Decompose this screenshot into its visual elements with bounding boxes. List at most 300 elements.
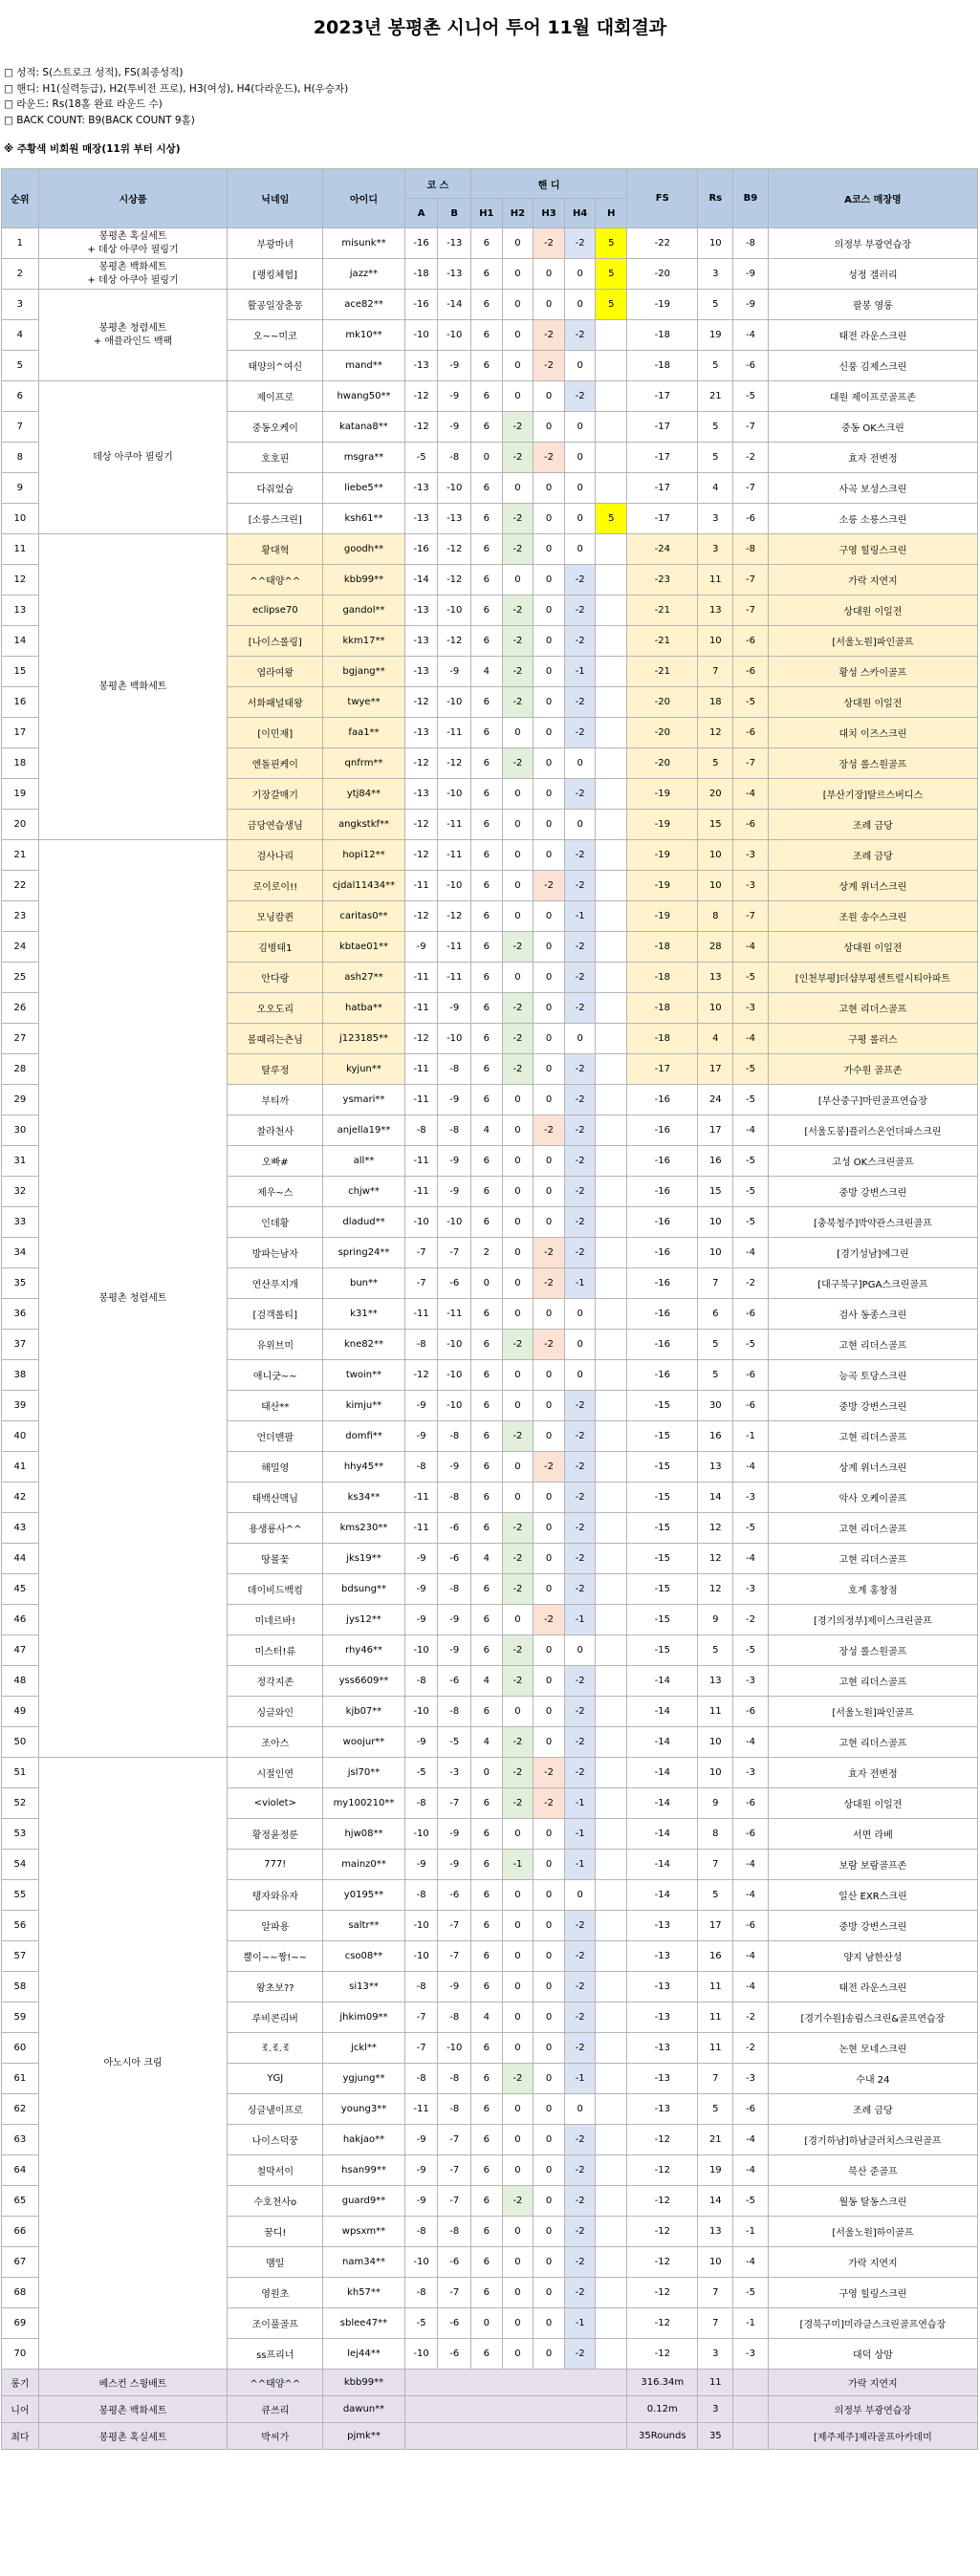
- rs-cell: 6: [698, 1299, 733, 1330]
- rs-cell: 17: [698, 1115, 733, 1146]
- rs-cell: 9: [698, 1605, 733, 1635]
- prize-cell: 봉평촌 혹실세트: [38, 2423, 228, 2450]
- h-cell: 5: [596, 504, 627, 534]
- h1-cell: 6: [471, 626, 503, 657]
- h4-cell: -1: [564, 1788, 596, 1819]
- rank-cell: 35: [2, 1268, 39, 1299]
- course-a-cell: -13: [404, 504, 438, 534]
- store-cell: 고현 리더스골프: [768, 1544, 977, 1574]
- h-cell: [596, 2308, 627, 2339]
- rank-cell: 25: [2, 963, 39, 993]
- id-cell: cjdal11434**: [323, 871, 405, 901]
- course-a-cell: -7: [404, 2033, 438, 2064]
- id-cell: katana8**: [323, 412, 405, 443]
- h-cell: 5: [596, 290, 627, 320]
- b9-cell: -6: [733, 504, 769, 534]
- h4-cell: 0: [564, 290, 596, 320]
- b9-cell: -5: [733, 1054, 769, 1085]
- course-a-cell: -10: [404, 1207, 438, 1238]
- header-handi: 핸 디: [471, 169, 627, 199]
- h4-cell: -2: [564, 1391, 596, 1421]
- h4-cell: -2: [564, 1972, 596, 2002]
- nickname-cell: [검객롤티]: [228, 1299, 323, 1330]
- prize-cell: 봉평촌 백화세트: [38, 534, 228, 840]
- course-b-cell: -13: [438, 228, 471, 259]
- h2-cell: 0: [502, 2308, 534, 2339]
- h4-cell: -1: [564, 2064, 596, 2094]
- fs-cell: -16: [627, 1207, 698, 1238]
- h2-cell: 0: [502, 259, 534, 290]
- store-cell: 고현 리더스골프: [768, 1727, 977, 1758]
- h4-cell: -1: [564, 1819, 596, 1850]
- rank-cell: 12: [2, 565, 39, 595]
- course-a-cell: -9: [404, 1605, 438, 1635]
- b9-cell: -3: [733, 2064, 769, 2094]
- course-b-cell: -8: [438, 1574, 471, 1605]
- nickname-cell: 정각지존: [228, 1666, 323, 1697]
- fs-cell: -16: [627, 1085, 698, 1115]
- fs-cell: -19: [627, 779, 698, 810]
- h1-cell: 6: [471, 473, 503, 504]
- h3-cell: -2: [534, 871, 565, 901]
- h2-cell: -2: [502, 443, 534, 473]
- store-cell: 서면 라베: [768, 1819, 977, 1850]
- h4-cell: -2: [564, 2155, 596, 2186]
- h-cell: [596, 1758, 627, 1788]
- h2-cell: 0: [502, 1238, 534, 1268]
- rank-cell: 3: [2, 290, 39, 320]
- award-type-cell: 니어: [2, 2396, 39, 2423]
- h4-cell: -2: [564, 871, 596, 901]
- rs-cell: 7: [698, 2308, 733, 2339]
- rs-cell: 30: [698, 1391, 733, 1421]
- nickname-cell: 꿈디!: [228, 2217, 323, 2247]
- h2-cell: 0: [502, 1941, 534, 1972]
- h2-cell: 0: [502, 1819, 534, 1850]
- id-cell: kne82**: [323, 1330, 405, 1360]
- h1-cell: 6: [471, 2094, 503, 2125]
- fs-cell: -12: [627, 2217, 698, 2247]
- store-cell: 고현 리더스골프: [768, 1421, 977, 1452]
- h4-cell: 0: [564, 1635, 596, 1666]
- rs-cell: 8: [698, 1819, 733, 1850]
- h-cell: [596, 687, 627, 718]
- h1-cell: 6: [471, 1391, 503, 1421]
- h3-cell: -2: [534, 351, 565, 381]
- store-cell: 중방 강변스크린: [768, 1177, 977, 1207]
- h1-cell: 0: [471, 443, 503, 473]
- rs-cell: 16: [698, 1421, 733, 1452]
- h3-cell: 0: [534, 993, 565, 1024]
- h2-cell: -2: [502, 1635, 534, 1666]
- id-cell: guard9**: [323, 2186, 405, 2217]
- nickname-cell: 부광마녀: [228, 228, 323, 259]
- course-a-cell: -8: [404, 1115, 438, 1146]
- rs-cell: 16: [698, 1941, 733, 1972]
- course-a-cell: -13: [404, 657, 438, 687]
- h-cell: [596, 1421, 627, 1452]
- course-a-cell: -8: [404, 1452, 438, 1483]
- h2-cell: 0: [502, 1972, 534, 2002]
- course-b-cell: -10: [438, 2033, 471, 2064]
- rs-cell: 3: [698, 504, 733, 534]
- h2-cell: -2: [502, 1727, 534, 1758]
- h4-cell: -2: [564, 1483, 596, 1513]
- fs-cell: -16: [627, 1115, 698, 1146]
- h1-cell: 6: [471, 2064, 503, 2094]
- nickname-cell: 볼때리는츤님: [228, 1024, 323, 1054]
- h1-cell: 6: [471, 259, 503, 290]
- fs-cell: -19: [627, 810, 698, 840]
- id-cell: kimju**: [323, 1391, 405, 1421]
- h2-cell: 0: [502, 779, 534, 810]
- nickname-cell: 777!: [228, 1850, 323, 1880]
- b9-cell: -4: [733, 932, 769, 963]
- h-cell: [596, 1972, 627, 2002]
- id-cell: bun**: [323, 1268, 405, 1299]
- h3-cell: 0: [534, 748, 565, 779]
- fs-cell: -15: [627, 1574, 698, 1605]
- h2-cell: 0: [502, 1697, 534, 1727]
- store-cell: 보람 보람골프존: [768, 1850, 977, 1880]
- h2-cell: 0: [502, 1360, 534, 1391]
- store-cell: [제주제주]제라골프아카데미: [768, 2423, 977, 2450]
- store-cell: 가락 지연지: [768, 2370, 977, 2396]
- b9-cell: -6: [733, 810, 769, 840]
- b9-cell: -3: [733, 871, 769, 901]
- h3-cell: 0: [534, 1299, 565, 1330]
- course-a-cell: -11: [404, 1299, 438, 1330]
- course-b-cell: -9: [438, 1819, 471, 1850]
- b9-cell: -3: [733, 840, 769, 871]
- prize-cell: 봉평촌 혹실세트 + 데상 아쿠아 필링기: [38, 228, 228, 259]
- course-b-cell: -6: [438, 2247, 471, 2278]
- fs-cell: -15: [627, 1635, 698, 1666]
- course-b-cell: -7: [438, 1788, 471, 1819]
- fs-cell: -15: [627, 1513, 698, 1544]
- nickname-cell: 오빠#: [228, 1146, 323, 1177]
- b9-cell: [733, 2370, 769, 2396]
- award-value-cell: 0.12m: [627, 2396, 698, 2423]
- h2-cell: -2: [502, 626, 534, 657]
- rs-cell: 12: [698, 1544, 733, 1574]
- award-value-cell: 316.34m: [627, 2370, 698, 2396]
- course-b-cell: -13: [438, 259, 471, 290]
- course-a-cell: -11: [404, 1177, 438, 1207]
- rank-cell: 64: [2, 2155, 39, 2186]
- store-cell: 중방 강변스크린: [768, 1911, 977, 1941]
- h4-cell: 0: [564, 810, 596, 840]
- h2-cell: -2: [502, 1330, 534, 1360]
- rank-cell: 53: [2, 1819, 39, 1850]
- nickname-cell: 모닝캄퀸: [228, 901, 323, 932]
- nickname-cell: ꉂ.ꉂ.ꉂ: [228, 2033, 323, 2064]
- course-a-cell: -12: [404, 412, 438, 443]
- h3-cell: 0: [534, 259, 565, 290]
- h-cell: [596, 1941, 627, 1972]
- course-a-cell: -13: [404, 718, 438, 748]
- course-a-cell: -10: [404, 2247, 438, 2278]
- fs-cell: -14: [627, 1727, 698, 1758]
- rank-cell: 20: [2, 810, 39, 840]
- course-b-cell: -3: [438, 1758, 471, 1788]
- rank-cell: 58: [2, 1972, 39, 2002]
- course-a-cell: -16: [404, 290, 438, 320]
- store-cell: 효자 전변정: [768, 443, 977, 473]
- h3-cell: 0: [534, 626, 565, 657]
- course-a-cell: -9: [404, 1544, 438, 1574]
- h-cell: [596, 993, 627, 1024]
- rs-cell: 10: [698, 2247, 733, 2278]
- award-type-cell: 롱기: [2, 2370, 39, 2396]
- course-a-cell: -10: [404, 320, 438, 351]
- h3-cell: 0: [534, 2064, 565, 2094]
- award-value-cell: 35Rounds: [627, 2423, 698, 2450]
- h-cell: [596, 2339, 627, 2370]
- b9-cell: -4: [733, 1544, 769, 1574]
- h3-cell: 0: [534, 901, 565, 932]
- nickname-cell: 데이비드백컴: [228, 1574, 323, 1605]
- id-cell: spring24**: [323, 1238, 405, 1268]
- store-cell: 구영 힐링스크린: [768, 534, 977, 565]
- rank-cell: 34: [2, 1238, 39, 1268]
- course-b-cell: -7: [438, 2125, 471, 2155]
- h1-cell: 6: [471, 932, 503, 963]
- rank-cell: 31: [2, 1146, 39, 1177]
- h2-cell: 0: [502, 473, 534, 504]
- b9-cell: -6: [733, 657, 769, 687]
- id-cell: dawun**: [323, 2396, 405, 2423]
- id-cell: hjw08**: [323, 1819, 405, 1850]
- course-b-cell: -10: [438, 595, 471, 626]
- nickname-cell: YGJ: [228, 2064, 323, 2094]
- h3-cell: 0: [534, 534, 565, 565]
- b9-cell: -3: [733, 1483, 769, 1513]
- b9-cell: -2: [733, 1605, 769, 1635]
- b9-cell: -4: [733, 1452, 769, 1483]
- h4-cell: -2: [564, 565, 596, 595]
- h3-cell: 0: [534, 504, 565, 534]
- h3-cell: 0: [534, 2186, 565, 2217]
- prize-cell: 봉평촌 백화세트 + 데상 아쿠아 필링기: [38, 259, 228, 290]
- course-a-cell: -10: [404, 2339, 438, 2370]
- h-cell: [596, 871, 627, 901]
- fs-cell: -22: [627, 228, 698, 259]
- h2-cell: 0: [502, 351, 534, 381]
- nickname-cell: 김병태1: [228, 932, 323, 963]
- rs-cell: 9: [698, 1788, 733, 1819]
- nickname-cell: 중동오케이: [228, 412, 323, 443]
- fs-cell: -17: [627, 1054, 698, 1085]
- fs-cell: -16: [627, 1238, 698, 1268]
- header-h3: H3: [534, 199, 565, 228]
- course-b-cell: -6: [438, 1513, 471, 1544]
- nickname-cell: 맴일: [228, 2247, 323, 2278]
- rank-cell: 44: [2, 1544, 39, 1574]
- store-cell: 황성 스카이골프: [768, 657, 977, 687]
- h2-cell: 0: [502, 1085, 534, 1115]
- id-cell: domfi**: [323, 1421, 405, 1452]
- h3-cell: 0: [534, 779, 565, 810]
- h3-cell: -2: [534, 443, 565, 473]
- h4-cell: -2: [564, 1452, 596, 1483]
- header-fs: FS: [627, 169, 698, 228]
- id-cell: mk10**: [323, 320, 405, 351]
- course-b-cell: -8: [438, 2094, 471, 2125]
- rs-cell: 28: [698, 932, 733, 963]
- rs-cell: 13: [698, 963, 733, 993]
- rank-cell: 52: [2, 1788, 39, 1819]
- nickname-cell: ss프리너: [228, 2339, 323, 2370]
- rank-cell: 21: [2, 840, 39, 871]
- h2-cell: -2: [502, 657, 534, 687]
- rank-cell: 43: [2, 1513, 39, 1544]
- h3-cell: 0: [534, 2033, 565, 2064]
- h3-cell: 0: [534, 1635, 565, 1666]
- course-a-cell: -8: [404, 2064, 438, 2094]
- h3-cell: 0: [534, 1054, 565, 1085]
- store-cell: [충북청주]박약관스크린골프: [768, 1207, 977, 1238]
- rs-cell: 11: [698, 2033, 733, 2064]
- nickname-cell: 안다랑: [228, 963, 323, 993]
- h4-cell: 0: [564, 473, 596, 504]
- h-cell: [596, 1177, 627, 1207]
- b9-cell: -5: [733, 1085, 769, 1115]
- nickname-cell: 싱글냄이프로: [228, 2094, 323, 2125]
- rank-cell: 63: [2, 2125, 39, 2155]
- rank-cell: 70: [2, 2339, 39, 2370]
- nickname-cell: 활공일장춘몽: [228, 290, 323, 320]
- h3-cell: 0: [534, 412, 565, 443]
- id-cell: ytj84**: [323, 779, 405, 810]
- b9-cell: -3: [733, 993, 769, 1024]
- rs-cell: 13: [698, 1452, 733, 1483]
- rs-cell: 10: [698, 871, 733, 901]
- h3-cell: 0: [534, 2278, 565, 2308]
- id-cell: hsan99**: [323, 2155, 405, 2186]
- course-a-cell: -9: [404, 2125, 438, 2155]
- award-row: [2, 2423, 978, 2450]
- rs-cell: 13: [698, 2217, 733, 2247]
- h1-cell: 6: [471, 504, 503, 534]
- table-row: [2, 259, 978, 290]
- rank-cell: 40: [2, 1421, 39, 1452]
- course-b-cell: -9: [438, 1177, 471, 1207]
- b9-cell: -1: [733, 2308, 769, 2339]
- legend-notes: [4, 65, 348, 128]
- h3-cell: 0: [534, 1207, 565, 1238]
- h-cell: [596, 2094, 627, 2125]
- store-cell: 상계 위너스크린: [768, 871, 977, 901]
- h-cell: [596, 932, 627, 963]
- nickname-cell: [나이스롤링]: [228, 626, 323, 657]
- b9-cell: -6: [733, 718, 769, 748]
- course-b-cell: -10: [438, 1024, 471, 1054]
- id-cell: mand**: [323, 351, 405, 381]
- rank-cell: 67: [2, 2247, 39, 2278]
- rs-cell: 7: [698, 2278, 733, 2308]
- course-b-cell: -7: [438, 1911, 471, 1941]
- id-cell: si13**: [323, 1972, 405, 2002]
- course-b-cell: -8: [438, 1483, 471, 1513]
- h1-cell: 6: [471, 1024, 503, 1054]
- h4-cell: -2: [564, 1941, 596, 1972]
- notice-text: ※ 주황색 비회원 매장(11위 부터 시상): [4, 143, 181, 155]
- id-cell: faa1**: [323, 718, 405, 748]
- h-cell: 5: [596, 259, 627, 290]
- fs-cell: -13: [627, 1941, 698, 1972]
- h1-cell: 6: [471, 1146, 503, 1177]
- course-b-cell: -6: [438, 1666, 471, 1697]
- course-b-cell: -11: [438, 718, 471, 748]
- nickname-cell: 미스터!류: [228, 1635, 323, 1666]
- h3-cell: 0: [534, 1483, 565, 1513]
- rank-cell: 4: [2, 320, 39, 351]
- b9-cell: -5: [733, 1635, 769, 1666]
- b9-cell: -4: [733, 1850, 769, 1880]
- b9-cell: -6: [733, 351, 769, 381]
- course-a-cell: -11: [404, 1054, 438, 1085]
- fs-cell: -13: [627, 2094, 698, 2125]
- h4-cell: -2: [564, 1146, 596, 1177]
- course-b-cell: -10: [438, 1207, 471, 1238]
- fs-cell: -15: [627, 1391, 698, 1421]
- b9-cell: -6: [733, 1819, 769, 1850]
- course-a-cell: -9: [404, 1574, 438, 1605]
- course-b-cell: -8: [438, 1421, 471, 1452]
- h2-cell: 0: [502, 1115, 534, 1146]
- id-cell: kbb99**: [323, 565, 405, 595]
- h4-cell: -2: [564, 2033, 596, 2064]
- course-a-cell: -9: [404, 2155, 438, 2186]
- course-a-cell: -9: [404, 932, 438, 963]
- rs-cell: 11: [698, 565, 733, 595]
- id-cell: kyjun**: [323, 1054, 405, 1085]
- page-title: 2023년 봉평촌 시니어 투어 11월 대회결과: [313, 17, 667, 38]
- store-cell: 능곡 토당스크린: [768, 1360, 977, 1391]
- rank-cell: 5: [2, 351, 39, 381]
- course-a-cell: -13: [404, 473, 438, 504]
- course-b-cell: -7: [438, 2186, 471, 2217]
- course-a-cell: -9: [404, 1727, 438, 1758]
- id-cell: twye**: [323, 687, 405, 718]
- b9-cell: -3: [733, 1758, 769, 1788]
- id-cell: yss6609**: [323, 1666, 405, 1697]
- rank-cell: 68: [2, 2278, 39, 2308]
- h4-cell: -1: [564, 901, 596, 932]
- h4-cell: -2: [564, 1238, 596, 1268]
- rank-cell: 48: [2, 1666, 39, 1697]
- course-b-cell: -9: [438, 1635, 471, 1666]
- header-a: A: [404, 199, 438, 228]
- h4-cell: -2: [564, 718, 596, 748]
- rank-cell: 27: [2, 1024, 39, 1054]
- id-cell: k31**: [323, 1299, 405, 1330]
- h2-cell: -2: [502, 1024, 534, 1054]
- store-cell: 성정 겔러리: [768, 259, 977, 290]
- b9-cell: -5: [733, 1330, 769, 1360]
- h-cell: [596, 1850, 627, 1880]
- h3-cell: 0: [534, 1850, 565, 1880]
- h4-cell: -2: [564, 779, 596, 810]
- h1-cell: 6: [471, 1483, 503, 1513]
- id-cell: goodh**: [323, 534, 405, 565]
- fs-cell: -21: [627, 595, 698, 626]
- course-b-cell: -9: [438, 1085, 471, 1115]
- course-b-cell: -12: [438, 534, 471, 565]
- rank-cell: 13: [2, 595, 39, 626]
- h4-cell: -2: [564, 2247, 596, 2278]
